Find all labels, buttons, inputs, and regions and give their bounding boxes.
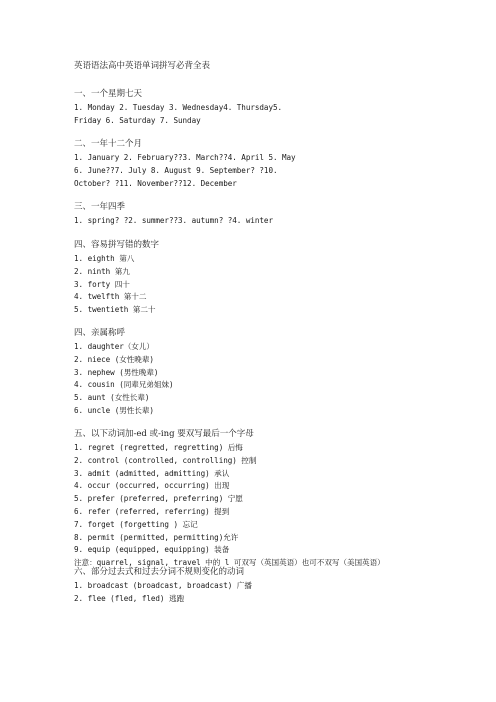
text-line: 6. uncle (男性长辈) xyxy=(74,405,154,415)
section-heading: 四、容易拼写错的数字 xyxy=(74,240,160,250)
text-line: 6. refer (referred, referring) 提到 xyxy=(74,506,230,516)
text-line: 4. cousin (同辈兄弟姐妹) xyxy=(74,380,174,390)
text-line: 4. occur (occurred, occurring) 出现 xyxy=(74,481,230,491)
section-heading: 三、一年四季 xyxy=(74,202,126,212)
text-line: 4. twelfth 第十二 xyxy=(74,292,147,302)
section-numbers xyxy=(74,239,484,317)
text-line: 2. flee (fled, fled) 逃跑 xyxy=(74,593,185,603)
text-line: 6. June??7. July 8. August 9. September? ?10. xyxy=(74,165,278,175)
text-line: 2. control (controlled, controlling) 控制 xyxy=(74,455,257,465)
text-line: 3. forty 四十 xyxy=(74,279,130,289)
text-line: October? ?11. November??12. December xyxy=(74,178,237,188)
section-heading: 一、一个星期七天 xyxy=(74,89,143,99)
text-line: 1. eighth 第八 xyxy=(74,254,135,263)
text-line: 1. January 2. February??3. March??4. April 5. May xyxy=(74,153,296,162)
section-seasons xyxy=(74,201,484,228)
text-line: 3. nephew (男性晚辈) xyxy=(74,367,159,377)
section-relatives xyxy=(74,327,484,418)
section-heading: 四、亲属称呼 xyxy=(74,328,126,338)
text-line: 8. permit (permitted, permitting)允许 xyxy=(74,532,239,542)
section-months xyxy=(74,138,484,190)
text-line: 2. ninth 第九 xyxy=(74,266,130,276)
text-line: 2. niece (女性晚辈) xyxy=(74,354,154,364)
text-line: 9. equip (equipped, equipping) 装备 xyxy=(74,545,230,555)
note-line: 注意：quarrel, signal, travel 中的 l 可双写（英国英语）也可不双写（美国英语） xyxy=(74,558,385,568)
text-line: 1. daughter（女儿） xyxy=(74,342,154,351)
text-line: 7. forget (forgetting ) 忘记 xyxy=(74,519,198,529)
text-line: 1. Monday 2. Tuesday 3. Wednesday4. Thursday5. xyxy=(74,103,283,112)
text-line: Friday 6. Saturday 7. Sunday xyxy=(74,115,201,125)
section-heading: 六、部分过去式和过去分词不规则变化的动词 xyxy=(74,567,245,577)
section-weekdays xyxy=(74,88,484,128)
section-double-consonant xyxy=(74,428,484,570)
text-line: 1. broadcast (broadcast, broadcast) 广播 xyxy=(74,581,252,590)
text-line: 1. spring? ?2. summer??3. autumn? ?4. winter xyxy=(74,216,273,225)
text-line: 5. twentieth 第二十 xyxy=(74,305,156,315)
section-irregular-verbs xyxy=(74,566,484,606)
text-line: 5. prefer (preferred, preferring) 宁愿 xyxy=(74,494,243,504)
text-line: 1. regret (regretted, regretting) 后悔 xyxy=(74,443,243,452)
document-title: 英语语法高中英语单词拼写必背全表 xyxy=(74,61,211,71)
section-heading: 二、一年十二个月 xyxy=(74,139,143,149)
section-heading: 五、以下动词加-ed 或-ing 要双写最后一个字母 xyxy=(74,429,254,439)
text-line: 5. aunt (女性长辈) xyxy=(74,393,150,403)
text-line: 3. admit (admitted, admitting) 承认 xyxy=(74,468,230,478)
